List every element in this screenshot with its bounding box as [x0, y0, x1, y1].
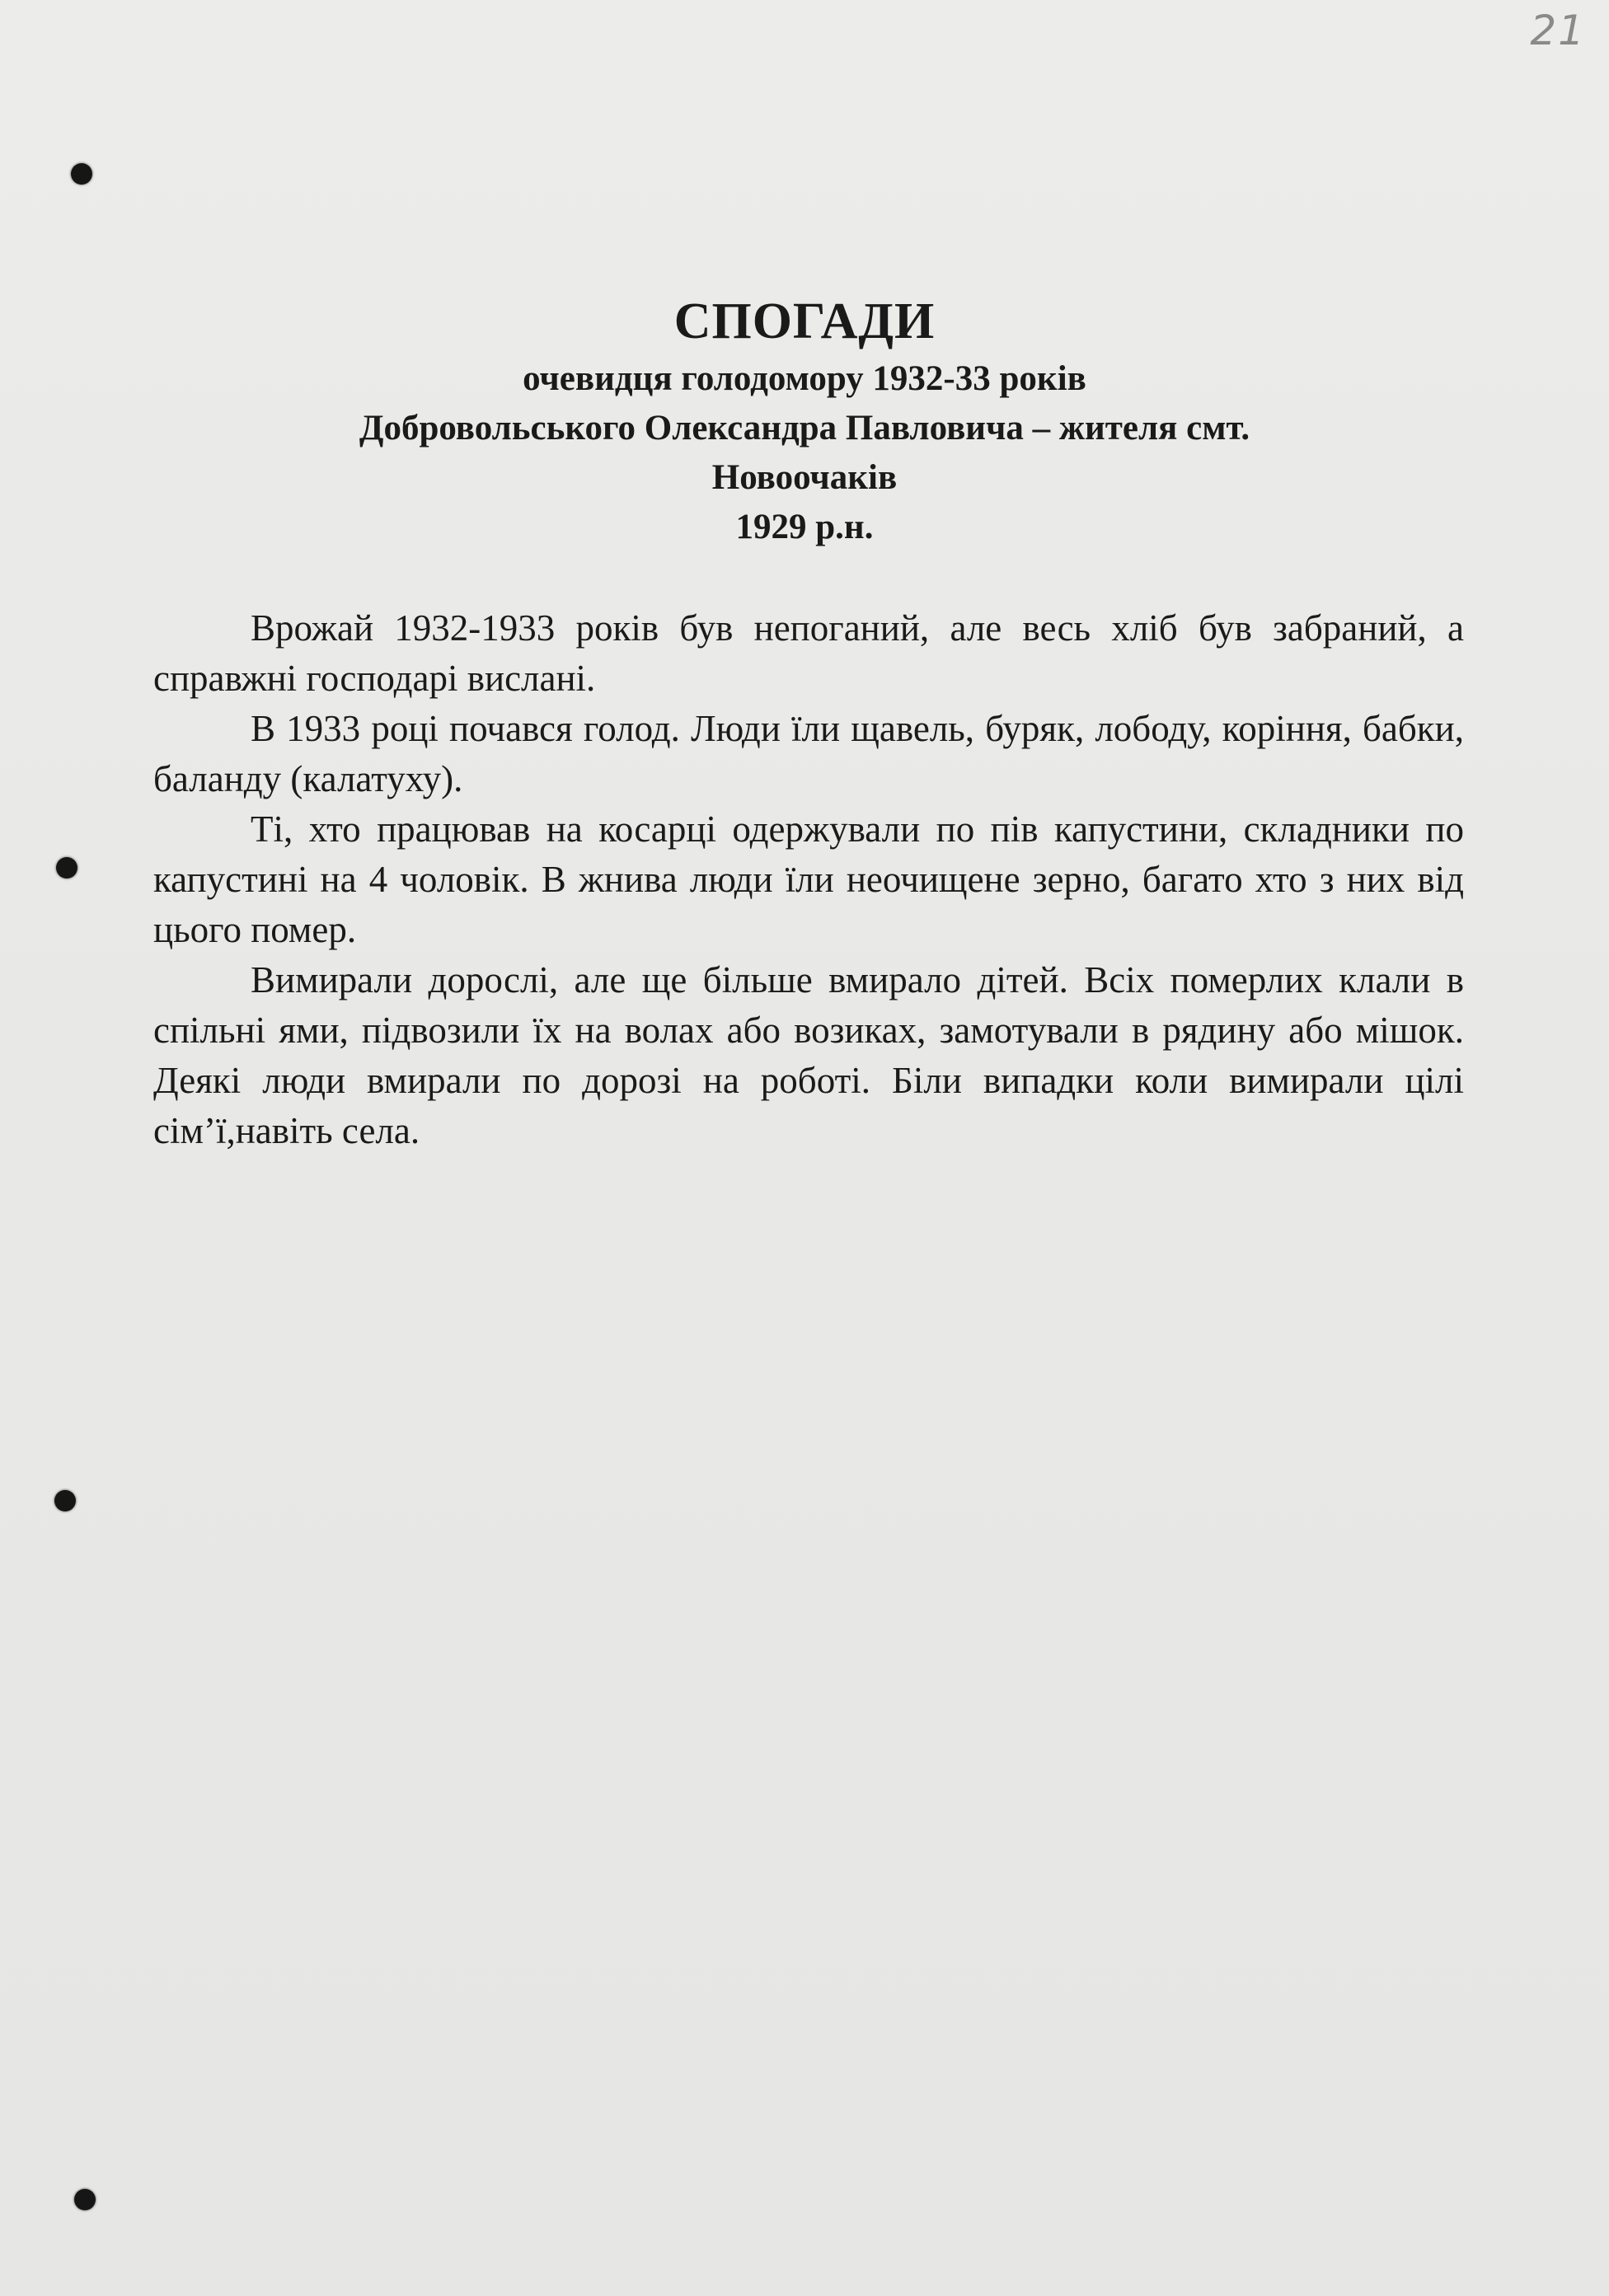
punch-hole [71, 163, 92, 185]
body-paragraph: Вимирали дорослі, але ще більше вмирало дітей. Всіх померлих клали в спільні ями, підвозили їх на волах або возиках, замотували в рядину або мішок. Деякі люди вмирали по дорозі на роботі. Біли випадки коли вимирали цілі сім’ї,навіть села. [153, 959, 1464, 1151]
punch-hole [54, 1490, 76, 1511]
subtitle-line: 1929 р.н. [735, 508, 874, 546]
document-header [0, 288, 1609, 552]
page-number: 21 [1530, 7, 1586, 54]
punch-hole [56, 857, 77, 879]
subtitle-line: Новоочаків [711, 458, 898, 497]
document-body [153, 603, 1464, 1156]
punch-hole [74, 2189, 96, 2210]
subtitle-line: очевидця голодомору 1932-33 років [523, 359, 1086, 398]
body-paragraph: В 1933 році почався голод. Люди їли щавель, буряк, лободу, коріння, бабки, баланду (калатуху). [153, 708, 1464, 799]
body-paragraph: Ті, хто працював на косарці одержували по пів капустини, складники по капустині на 4 чоловік. В жнива люди їли неочищене зерно, багато хто з них від цього помер. [153, 808, 1464, 950]
subtitle-line: Добровольського Олександра Павловича – жителя смт. [359, 409, 1250, 447]
document-title: СПОГАДИ [673, 293, 936, 349]
body-paragraph: Врожай 1932-1933 років був непоганий, але весь хліб був забраний, а справжні господарі вислані. [153, 607, 1464, 699]
